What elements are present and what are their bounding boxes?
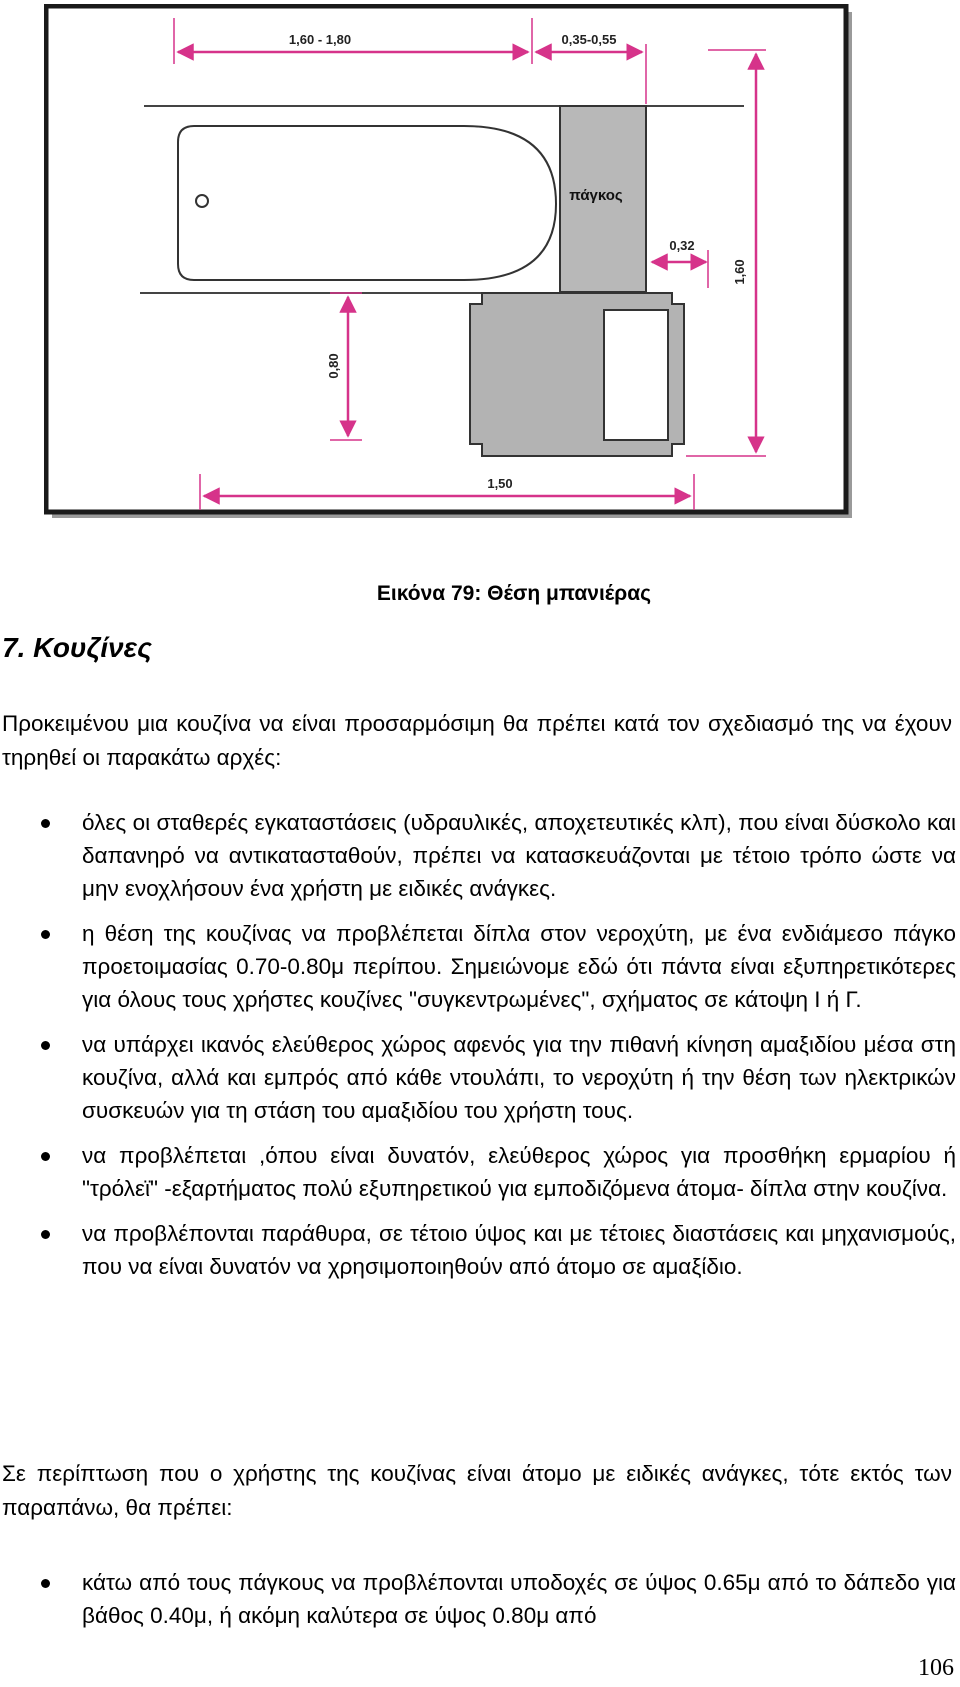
dim-bottom-label: 1,50 [487,476,513,491]
dim-top-long-label: 1,60 - 1,80 [288,32,352,47]
dim-top-short-label: 0,35-0,55 [561,32,617,47]
page-number: 106 [918,1655,954,1681]
wc-tank [604,310,668,440]
list-item: να υπάρχει ικανός ελεύθερος χώρος αφενός για την πιθανή κίνηση αμαξιδίου μέσα στη κουζίνα, αλλά και εμπρός από κάθε ντουλάπι, το νεροχύτη ή την θέση των ηλεκτρικών συσκευών για τη στάση του αμαξιδίου του χρήστη τους. [0,1028,956,1127]
special-needs-paragraph: Σε περίπτωση που ο χρήστης της κουζίνας είναι άτομο με ειδικές ανάγκες, τότε εκτός των παραπάνω, θα πρέπει: [2,1461,952,1520]
bullet-icon [41,1041,50,1050]
bullet-icon [41,1152,50,1161]
list-item: η θέση της κουζίνας να προβλέπεται δίπλα στον νεροχύτη, με ένα ενδιάμεσο πάγκο προετοιμασίας 0.70-0.80μ περίπου. Σημειώνομε εδώ ότι πάντα είναι εξυπηρετικότερες για όλους τους χρήστες κουζίνες "συγκεντρωμένες", σχήματος σε κάτοψη Ι ή Γ. [0,917,956,1016]
bathtub-shape [178,126,556,280]
counter-label: πάγκος [569,187,623,204]
bullet-icon [41,819,50,828]
list-item: να προβλέπεται ,όπου είναι δυνατόν, ελεύθερος χώρος για προσθήκη ερμαρίου ή "τρόλεϊ" -εξαρτήματος πολύ εξυπηρετικού για εμποδιζόμενα άτομα- δίπλα στην κουζίνα. [0,1139,956,1205]
drain-icon [196,195,208,207]
dim-right-label: 1,60 [732,259,747,285]
bullet-icon [41,1230,50,1239]
list-item: να προβλέπονται παράθυρα, σε τέτοιο ύψος και με τέτοιες διαστάσεις και μηχανισμούς, που να είναι δυνατόν να χρησιμοποιηθούν από άτομο σε αμαξίδιο. [0,1217,956,1283]
bullet-icon [41,930,50,939]
dim-gap-label: 0,32 [669,238,695,253]
special-needs-list [0,1566,956,1632]
intro-paragraph: Προκειμένου μια κουζίνα να είναι προσαρμόσιμη θα πρέπει κατά τον σχεδιασμό της να έχουν τηρηθεί οι παρακάτω αρχές: [2,711,952,770]
section-heading: 7. Κουζίνες [2,632,152,663]
dim-left-label: 0,80 [326,353,341,379]
list-item: όλες οι σταθερές εγκαταστάσεις (υδραυλικές, αποχετευτικές κλπ), που είναι δύσκολο και δαπανηρό να αντικατασταθούν, πρέπει να κατασκευάζονται με τέτοιο τρόπο ώστε να μην ενοχλήσουν ένα χρήστη με ειδικές ανάγκες. [0,806,956,905]
bathtub-plan-figure [44,4,896,558]
principles-list [0,806,956,1283]
bullet-icon [41,1579,50,1588]
figure-caption: Εικόνα 79: Θέση μπανιέρας [376,582,652,605]
list-item: κάτω από τους πάγκους να προβλέπονται υποδοχές σε ύψος 0.65μ από το δάπεδο για βάθος 0.40μ, ή ακόμη καλύτερα σε ύψος 0.80μ από [0,1566,956,1632]
